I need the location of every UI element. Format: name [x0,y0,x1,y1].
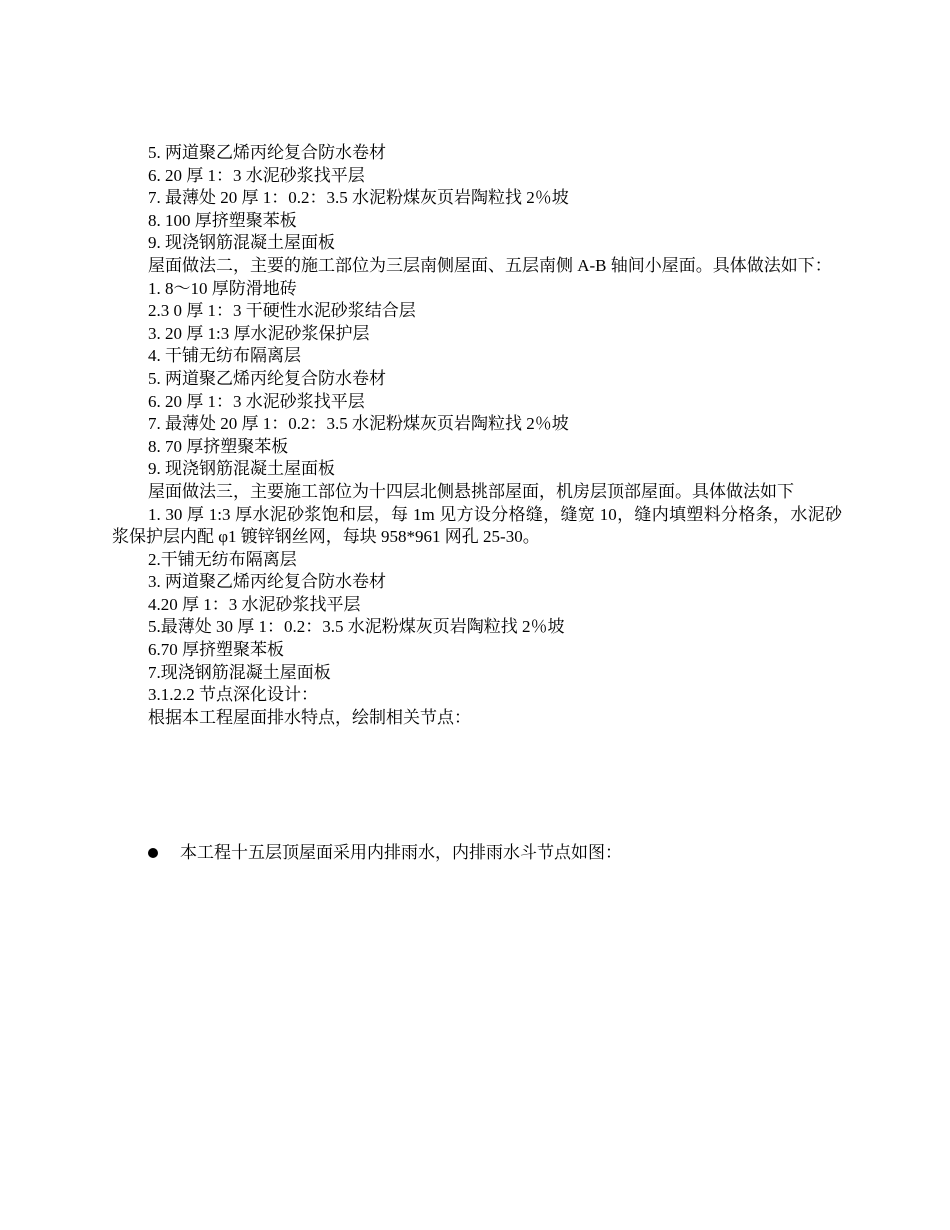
method2-line-9: 9. 现浇钢筋混凝土屋面板 [148,459,335,479]
method1-line-8: 8. 100 厚挤塑聚苯板 [148,210,297,230]
method3-intro: 屋面做法三，主要施工部位为十四层北侧悬挑部屋面，机房层顶部屋面。具体做法如下 [148,481,794,501]
method1-line-9: 9. 现浇钢筋混凝土屋面板 [148,233,335,253]
method3-line-2: 2.干铺无纺布隔离层 [148,549,297,569]
method1-line-5: 5. 两道聚乙烯丙纶复合防水卷材 [148,143,386,162]
method3-line-3: 3. 两道聚乙烯丙纶复合防水卷材 [148,572,386,592]
method2-line-2: 2.3 0 厚 1：3 干硬性水泥砂浆结合层 [148,301,416,321]
method2-line-5: 5. 两道聚乙烯丙纶复合防水卷材 [148,368,386,388]
bullet-dot-icon [148,848,158,858]
bullet-text: 本工程十五层顶屋面采用内排雨水，内排雨水斗节点如图： [180,843,622,862]
method3-line-7: 7.现浇钢筋混凝土屋面板 [148,662,331,682]
method2-line-8: 8. 70 厚挤塑聚苯板 [148,436,289,456]
method3-line-6: 6.70 厚挤塑聚苯板 [148,640,284,660]
method1-line-6: 6. 20 厚 1：3 水泥砂浆找平层 [148,165,365,185]
method1-line-7: 7. 最薄处 20 厚 1：0.2：3.5 水泥粉煤灰页岩陶粒找 2％坡 [148,188,569,208]
bullet-item [148,842,622,864]
method2-line-4: 4. 干铺无纺布隔离层 [148,346,301,366]
method2-line-3: 3. 20 厚 1:3 厚水泥砂浆保护层 [148,323,370,343]
document-body [112,142,842,729]
section-heading: 3.1.2.2 节点深化设计： [148,685,318,705]
method3-line-4: 4.20 厚 1：3 水泥砂浆找平层 [148,594,361,614]
method2-line-7: 7. 最薄处 20 厚 1：0.2：3.5 水泥粉煤灰页岩陶粒找 2％坡 [148,414,569,434]
section-text: 根据本工程屋面排水特点，绘制相关节点： [148,707,471,727]
method2-line-6: 6. 20 厚 1：3 水泥砂浆找平层 [148,391,365,411]
method3-line-5: 5.最薄处 30 厚 1：0.2：3.5 水泥粉煤灰页岩陶粒找 2％坡 [148,617,565,637]
method2-line-1: 1. 8～10 厚防滑地砖 [148,278,297,298]
method3-line-1: 1. 30 厚 1:3 厚水泥砂浆饱和层，每 1m 见方设分格缝，缝宽 10，缝内填塑料分格条，水泥砂浆保护层内配 φ1 镀锌钢丝网，每块 958*961 网孔 25-30。 [112,504,842,547]
method2-intro: 屋面做法二，主要的施工部位为三层南侧屋面、五层南侧 A-B 轴间小屋面。具体做法如下： [148,255,832,275]
